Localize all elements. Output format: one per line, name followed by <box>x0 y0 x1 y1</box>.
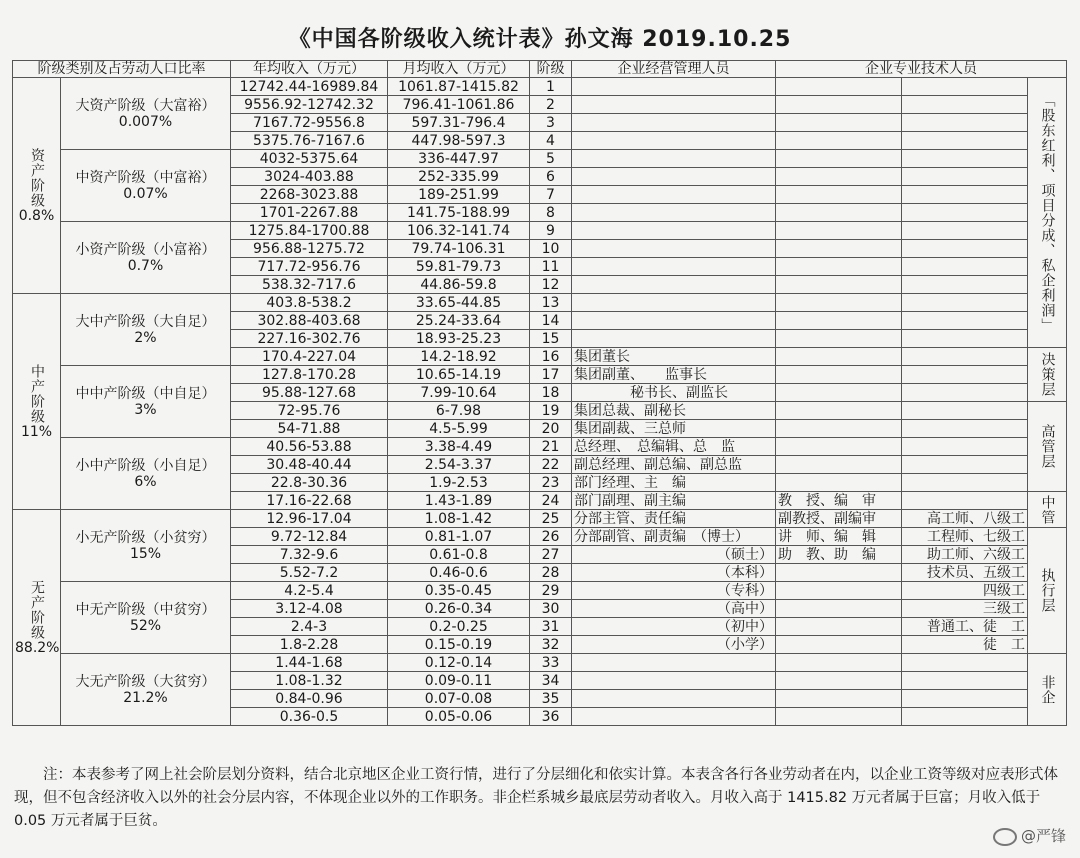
level-cell: 8 <box>530 204 572 222</box>
monthly-income-cell: 3.38-4.49 <box>388 438 530 456</box>
management-cell: 集团副裁、三总师 <box>572 420 776 438</box>
technical-cell: 高工师、八级工 <box>902 510 1028 528</box>
level-cell: 18 <box>530 384 572 402</box>
watermark <box>993 825 1066 846</box>
technical-cell <box>902 150 1028 168</box>
technical-cell <box>902 474 1028 492</box>
header-management: 企业经营管理人员 <box>572 61 776 78</box>
technical-cell <box>902 78 1028 96</box>
technical-cell: 助工师、六级工 <box>902 546 1028 564</box>
header-yearly-income: 年均收入（万元） <box>231 61 388 78</box>
watermark-text: @严锋 <box>1020 827 1066 845</box>
management-cell <box>572 132 776 150</box>
yearly-income-cell: 4032-5375.64 <box>231 150 388 168</box>
academic-cell <box>776 636 902 654</box>
technical-cell: 普通工、徒 工 <box>902 618 1028 636</box>
sub-class-cell <box>61 438 231 510</box>
level-cell: 29 <box>530 582 572 600</box>
side-label-cell <box>1028 654 1067 726</box>
academic-cell <box>776 168 902 186</box>
sub-class-cell <box>61 78 231 150</box>
header-technical: 企业专业技术人员 <box>776 61 1067 78</box>
yearly-income-cell: 127.8-170.28 <box>231 366 388 384</box>
technical-cell <box>902 330 1028 348</box>
technical-cell <box>902 186 1028 204</box>
management-cell <box>572 96 776 114</box>
side-label: 执行层 <box>1039 568 1056 613</box>
monthly-income-cell: 0.05-0.06 <box>388 708 530 726</box>
sub-class-name: 大无产阶级（大贫穷） <box>75 673 216 690</box>
academic-cell <box>776 330 902 348</box>
technical-cell <box>902 654 1028 672</box>
monthly-income-cell: 0.35-0.45 <box>388 582 530 600</box>
sub-class-pct: 52% <box>129 617 162 634</box>
level-cell: 1 <box>530 78 572 96</box>
sub-class-cell <box>61 582 231 654</box>
monthly-income-cell: 1061.87-1415.82 <box>388 78 530 96</box>
monthly-income-cell: 33.65-44.85 <box>388 294 530 312</box>
yearly-income-cell: 9556.92-12742.32 <box>231 96 388 114</box>
table-row <box>13 78 1067 96</box>
academic-cell: 助 教、助 编 <box>776 546 902 564</box>
monthly-income-cell: 79.74-106.31 <box>388 240 530 258</box>
yearly-income-cell: 2.4-3 <box>231 618 388 636</box>
level-cell: 12 <box>530 276 572 294</box>
level-cell: 32 <box>530 636 572 654</box>
monthly-income-cell: 141.75-188.99 <box>388 204 530 222</box>
major-class-label: 中产阶级 <box>29 363 45 424</box>
level-cell: 28 <box>530 564 572 582</box>
management-cell <box>572 294 776 312</box>
sub-class-pct: 15% <box>129 545 162 562</box>
technical-cell: 技术员、五级工 <box>902 564 1028 582</box>
yearly-income-cell: 538.32-717.6 <box>231 276 388 294</box>
management-cell: （专科） <box>572 582 776 600</box>
table-row <box>13 654 1067 672</box>
technical-cell <box>902 402 1028 420</box>
management-cell <box>572 222 776 240</box>
management-cell: 分部副管、副责编 （博士） <box>572 528 776 546</box>
monthly-income-cell: 1.08-1.42 <box>388 510 530 528</box>
weibo-logo-icon <box>993 828 1017 846</box>
academic-cell <box>776 708 902 726</box>
academic-cell <box>776 276 902 294</box>
yearly-income-cell: 3.12-4.08 <box>231 600 388 618</box>
level-cell: 9 <box>530 222 572 240</box>
yearly-income-cell: 4.2-5.4 <box>231 582 388 600</box>
academic-cell <box>776 78 902 96</box>
level-cell: 35 <box>530 690 572 708</box>
monthly-income-cell: 59.81-79.73 <box>388 258 530 276</box>
monthly-income-cell: 4.5-5.99 <box>388 420 530 438</box>
monthly-income-cell: 2.54-3.37 <box>388 456 530 474</box>
yearly-income-cell: 17.16-22.68 <box>231 492 388 510</box>
management-cell <box>572 204 776 222</box>
yearly-income-cell: 227.16-302.76 <box>231 330 388 348</box>
table-row <box>13 582 1067 600</box>
management-cell: 集团副董、 监事长 <box>572 366 776 384</box>
management-cell <box>572 186 776 204</box>
academic-cell <box>776 384 902 402</box>
technical-cell <box>902 258 1028 276</box>
level-cell: 31 <box>530 618 572 636</box>
yearly-income-cell: 1.8-2.28 <box>231 636 388 654</box>
academic-cell: 讲 师、编 辑 <box>776 528 902 546</box>
academic-cell <box>776 456 902 474</box>
sub-class-name: 中资产阶级（中富裕） <box>75 169 216 186</box>
yearly-income-cell: 403.8-538.2 <box>231 294 388 312</box>
level-cell: 27 <box>530 546 572 564</box>
academic-cell <box>776 420 902 438</box>
monthly-income-cell: 14.2-18.92 <box>388 348 530 366</box>
academic-cell <box>776 672 902 690</box>
academic-cell <box>776 186 902 204</box>
academic-cell <box>776 204 902 222</box>
major-class-pct: 11% <box>20 423 53 440</box>
yearly-income-cell: 7167.72-9556.8 <box>231 114 388 132</box>
monthly-income-cell: 0.2-0.25 <box>388 618 530 636</box>
level-cell: 22 <box>530 456 572 474</box>
yearly-income-cell: 5.52-7.2 <box>231 564 388 582</box>
level-cell: 25 <box>530 510 572 528</box>
level-cell: 3 <box>530 114 572 132</box>
sub-class-cell <box>61 294 231 366</box>
sub-class-name: 大资产阶级（大富裕） <box>75 97 216 114</box>
yearly-income-cell: 717.72-956.76 <box>231 258 388 276</box>
side-label-cell <box>1028 402 1067 492</box>
level-cell: 2 <box>530 96 572 114</box>
technical-cell <box>902 132 1028 150</box>
monthly-income-cell: 0.09-0.11 <box>388 672 530 690</box>
major-class-label: 资产阶级 <box>29 147 45 208</box>
sub-class-cell <box>61 222 231 294</box>
major-class-pct: 88.2% <box>15 639 60 656</box>
management-cell: 分部主管、责任编 <box>572 510 776 528</box>
management-cell <box>572 78 776 96</box>
technical-cell <box>902 294 1028 312</box>
management-cell: 秘书长、副监长 <box>572 384 776 402</box>
academic-cell: 副教授、副编审 <box>776 510 902 528</box>
management-cell: 部门经理、主 编 <box>572 474 776 492</box>
sub-class-name: 小资产阶级（小富裕） <box>75 241 216 258</box>
sub-class-pct: 0.07% <box>123 185 168 202</box>
level-cell: 11 <box>530 258 572 276</box>
management-cell <box>572 672 776 690</box>
management-cell <box>572 240 776 258</box>
technical-cell <box>902 168 1028 186</box>
sub-class-pct: 3% <box>134 401 157 418</box>
sub-class-cell <box>61 150 231 222</box>
monthly-income-cell: 597.31-796.4 <box>388 114 530 132</box>
level-cell: 20 <box>530 420 572 438</box>
monthly-income-cell: 18.93-25.23 <box>388 330 530 348</box>
academic-cell <box>776 312 902 330</box>
monthly-income-cell: 796.41-1061.86 <box>388 96 530 114</box>
yearly-income-cell: 1275.84-1700.88 <box>231 222 388 240</box>
technical-cell <box>902 276 1028 294</box>
side-label: 决策层 <box>1039 352 1056 397</box>
monthly-income-cell: 106.32-141.74 <box>388 222 530 240</box>
yearly-income-cell: 3024-403.88 <box>231 168 388 186</box>
technical-cell <box>902 114 1028 132</box>
technical-cell <box>902 690 1028 708</box>
side-label: 高管层 <box>1039 424 1056 469</box>
management-cell <box>572 330 776 348</box>
yearly-income-cell: 0.84-0.96 <box>231 690 388 708</box>
side-label-cell <box>1028 528 1067 654</box>
management-cell <box>572 312 776 330</box>
table-row <box>13 510 1067 528</box>
level-cell: 24 <box>530 492 572 510</box>
yearly-income-cell: 54-71.88 <box>231 420 388 438</box>
academic-cell <box>776 222 902 240</box>
level-cell: 36 <box>530 708 572 726</box>
academic-cell <box>776 240 902 258</box>
sub-class-name: 中无产阶级（中贫穷） <box>75 601 216 618</box>
level-cell: 16 <box>530 348 572 366</box>
monthly-income-cell: 0.12-0.14 <box>388 654 530 672</box>
footnote: 注：本表参考了网上社会阶层划分资料，结合北京地区企业工资行情，进行了分层细化和依实计算。本表含各行各业劳动者在内，以企业工资等级对应表形式体现，但不包含经济收入以外的社会分层内容，不体现企业以外的工作职务。非企栏系城乡最底层劳动者收入。月收入高于 1415.82 万元者属于巨富；月收入低于 0.05 万元者属于巨贫。 <box>14 767 1058 829</box>
monthly-income-cell: 1.9-2.53 <box>388 474 530 492</box>
level-cell: 7 <box>530 186 572 204</box>
table-row <box>13 294 1067 312</box>
management-cell <box>572 150 776 168</box>
yearly-income-cell: 9.72-12.84 <box>231 528 388 546</box>
yearly-income-cell: 2268-3023.88 <box>231 186 388 204</box>
header-level: 阶级 <box>530 61 572 78</box>
table-row <box>13 366 1067 384</box>
level-cell: 34 <box>530 672 572 690</box>
technical-cell <box>902 222 1028 240</box>
yearly-income-cell: 170.4-227.04 <box>231 348 388 366</box>
management-cell <box>572 258 776 276</box>
major-class-cell <box>13 294 61 510</box>
technical-cell <box>902 312 1028 330</box>
monthly-income-cell: 44.86-59.8 <box>388 276 530 294</box>
sub-class-name: 小无产阶级（小贫穷） <box>75 529 216 546</box>
table-row <box>13 150 1067 168</box>
technical-cell <box>902 384 1028 402</box>
academic-cell <box>776 366 902 384</box>
management-cell: 集团董长 <box>572 348 776 366</box>
monthly-income-cell: 0.15-0.19 <box>388 636 530 654</box>
academic-cell <box>776 564 902 582</box>
academic-cell <box>776 654 902 672</box>
header-monthly-income: 月均收入（万元） <box>388 61 530 78</box>
level-cell: 33 <box>530 654 572 672</box>
academic-cell <box>776 402 902 420</box>
yearly-income-cell: 1701-2267.88 <box>231 204 388 222</box>
yearly-income-cell: 302.88-403.68 <box>231 312 388 330</box>
monthly-income-cell: 25.24-33.64 <box>388 312 530 330</box>
management-cell: 部门副理、副主编 <box>572 492 776 510</box>
major-class-pct: 0.8% <box>18 207 55 224</box>
yearly-income-cell: 95.88-127.68 <box>231 384 388 402</box>
level-cell: 23 <box>530 474 572 492</box>
academic-cell <box>776 348 902 366</box>
monthly-income-cell: 10.65-14.19 <box>388 366 530 384</box>
sub-class-name: 小中产阶级（小自足） <box>75 457 216 474</box>
page-title: 《中国各阶级收入统计表》孙文海 2019.10.25 <box>288 27 792 52</box>
academic-cell <box>776 96 902 114</box>
academic-cell <box>776 114 902 132</box>
level-cell: 5 <box>530 150 572 168</box>
academic-cell <box>776 150 902 168</box>
management-cell <box>572 654 776 672</box>
management-cell: （初中） <box>572 618 776 636</box>
side-label: 「股东红利、项目分成、私企利润」 <box>1039 92 1056 333</box>
management-cell: 副总经理、副总编、副总监 <box>572 456 776 474</box>
major-class-label: 无产阶级 <box>29 579 45 640</box>
technical-cell: 四级工 <box>902 582 1028 600</box>
level-cell: 6 <box>530 168 572 186</box>
technical-cell <box>902 420 1028 438</box>
level-cell: 17 <box>530 366 572 384</box>
academic-cell <box>776 474 902 492</box>
sub-class-cell <box>61 654 231 726</box>
technical-cell <box>902 240 1028 258</box>
yearly-income-cell: 30.48-40.44 <box>231 456 388 474</box>
technical-cell <box>902 96 1028 114</box>
yearly-income-cell: 12.96-17.04 <box>231 510 388 528</box>
academic-cell <box>776 618 902 636</box>
monthly-income-cell: 252-335.99 <box>388 168 530 186</box>
management-cell <box>572 168 776 186</box>
level-cell: 19 <box>530 402 572 420</box>
management-cell <box>572 690 776 708</box>
monthly-income-cell: 0.07-0.08 <box>388 690 530 708</box>
yearly-income-cell: 40.56-53.88 <box>231 438 388 456</box>
academic-cell <box>776 294 902 312</box>
academic-cell <box>776 132 902 150</box>
side-label-cell <box>1028 348 1067 402</box>
management-cell <box>572 114 776 132</box>
sub-class-name: 中中产阶级（中自足） <box>75 385 216 402</box>
yearly-income-cell: 1.08-1.32 <box>231 672 388 690</box>
major-class-cell <box>13 78 61 294</box>
technical-cell: 三级工 <box>902 600 1028 618</box>
side-label-cell <box>1028 78 1067 348</box>
yearly-income-cell: 5375.76-7167.6 <box>231 132 388 150</box>
monthly-income-cell: 0.26-0.34 <box>388 600 530 618</box>
level-cell: 10 <box>530 240 572 258</box>
technical-cell: 徒 工 <box>902 636 1028 654</box>
income-table <box>12 60 1067 726</box>
level-cell: 14 <box>530 312 572 330</box>
management-cell: （本科） <box>572 564 776 582</box>
yearly-income-cell: 1.44-1.68 <box>231 654 388 672</box>
sub-class-pct: 0.007% <box>118 113 173 130</box>
yearly-income-cell: 956.88-1275.72 <box>231 240 388 258</box>
monthly-income-cell: 189-251.99 <box>388 186 530 204</box>
monthly-income-cell: 0.46-0.6 <box>388 564 530 582</box>
yearly-income-cell: 72-95.76 <box>231 402 388 420</box>
management-cell <box>572 708 776 726</box>
sub-class-name: 大中产阶级（大自足） <box>75 313 216 330</box>
technical-cell: 工程师、七级工 <box>902 528 1028 546</box>
sub-class-pct: 2% <box>134 329 157 346</box>
side-label: 中管 <box>1039 494 1056 525</box>
table-row <box>13 438 1067 456</box>
academic-cell <box>776 438 902 456</box>
technical-cell <box>902 708 1028 726</box>
level-cell: 30 <box>530 600 572 618</box>
management-cell: （高中） <box>572 600 776 618</box>
level-cell: 4 <box>530 132 572 150</box>
academic-cell: 教 授、编 审 <box>776 492 902 510</box>
management-cell: 集团总裁、副秘长 <box>572 402 776 420</box>
yearly-income-cell: 12742.44-16989.84 <box>231 78 388 96</box>
monthly-income-cell: 336-447.97 <box>388 150 530 168</box>
side-label: 非企 <box>1039 674 1056 705</box>
technical-cell <box>902 438 1028 456</box>
major-class-cell <box>13 510 61 726</box>
management-cell <box>572 276 776 294</box>
academic-cell <box>776 690 902 708</box>
technical-cell <box>902 366 1028 384</box>
side-label-cell <box>1028 492 1067 528</box>
technical-cell <box>902 492 1028 510</box>
management-cell: （小学） <box>572 636 776 654</box>
monthly-income-cell: 7.99-10.64 <box>388 384 530 402</box>
yearly-income-cell: 0.36-0.5 <box>231 708 388 726</box>
monthly-income-cell: 0.81-1.07 <box>388 528 530 546</box>
sub-class-pct: 0.7% <box>127 257 164 274</box>
yearly-income-cell: 22.8-30.36 <box>231 474 388 492</box>
technical-cell <box>902 204 1028 222</box>
level-cell: 21 <box>530 438 572 456</box>
monthly-income-cell: 1.43-1.89 <box>388 492 530 510</box>
level-cell: 26 <box>530 528 572 546</box>
management-cell: （硕士） <box>572 546 776 564</box>
academic-cell <box>776 258 902 276</box>
yearly-income-cell: 7.32-9.6 <box>231 546 388 564</box>
technical-cell <box>902 348 1028 366</box>
level-cell: 13 <box>530 294 572 312</box>
sub-class-cell <box>61 366 231 438</box>
sub-class-pct: 6% <box>134 473 157 490</box>
academic-cell <box>776 600 902 618</box>
monthly-income-cell: 0.61-0.8 <box>388 546 530 564</box>
monthly-income-cell: 447.98-597.3 <box>388 132 530 150</box>
academic-cell <box>776 582 902 600</box>
table-row <box>13 222 1067 240</box>
management-cell: 总经理、 总编辑、总 监 <box>572 438 776 456</box>
header-class: 阶级类别及占劳动人口比率 <box>13 61 231 78</box>
technical-cell <box>902 456 1028 474</box>
technical-cell <box>902 672 1028 690</box>
sub-class-cell <box>61 510 231 582</box>
sub-class-pct: 21.2% <box>123 689 168 706</box>
level-cell: 15 <box>530 330 572 348</box>
monthly-income-cell: 6-7.98 <box>388 402 530 420</box>
